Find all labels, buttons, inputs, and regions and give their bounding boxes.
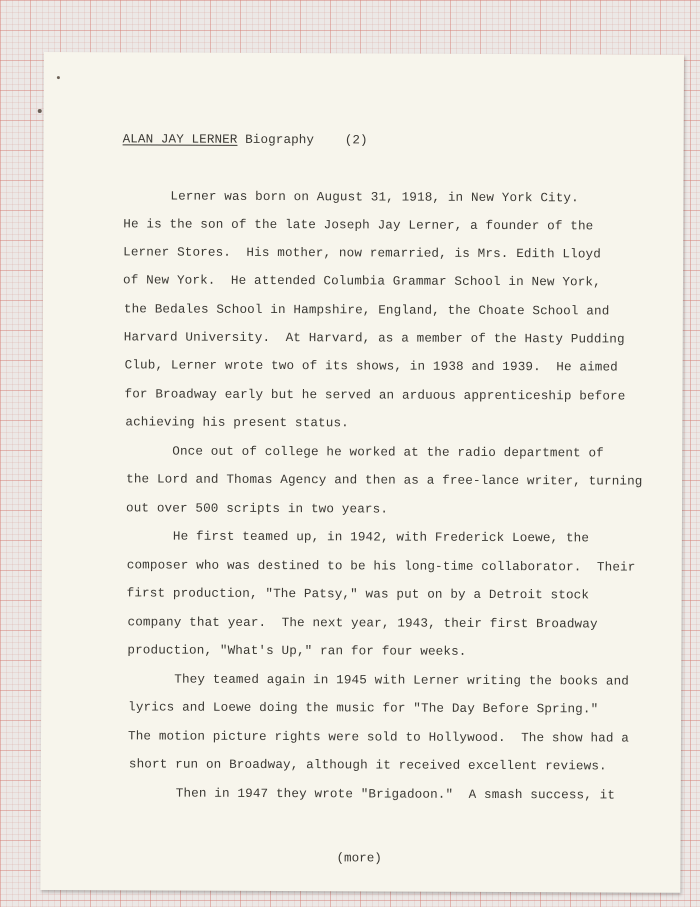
body-line: achieving his present status. (125, 415, 349, 431)
body-line: He first teamed up, in 1942, with Frederick Loewe, the (172, 529, 590, 546)
body-line: Club, Lerner wrote two of its shows, in 1938 and 1939. He aimed (124, 358, 618, 375)
paper-speck (57, 76, 60, 79)
body-line: Once out of college he worked at the radio department of (172, 444, 604, 461)
body-line: first production, "The Patsy," was put on by a Detroit stock (126, 586, 590, 603)
body-line: Then in 1947 they wrote "Brigadoon." A smash success, it (175, 786, 616, 803)
body-line: They teamed again in 1945 with Lerner writing the books and (174, 672, 630, 689)
body-line: short run on Broadway, although it received excellent reviews. (128, 757, 607, 774)
body-line: The motion picture rights were sold to Hollywood. The show had a (127, 729, 630, 746)
body-line: He is the son of the late Joseph Jay Lerner, a founder of the (123, 217, 594, 234)
body-line: for Broadway early but he served an arduous apprenticeship before (124, 387, 626, 404)
paper-speck (38, 109, 42, 113)
body-line: lyrics and Loewe doing the music for "The Day Before Spring." (128, 700, 599, 717)
body-line: out over 500 scripts in two years. (125, 501, 389, 517)
heading-name: ALAN JAY LERNER (122, 132, 238, 147)
document-page (40, 52, 684, 893)
document-heading (123, 132, 368, 147)
page-number: (2) (344, 133, 368, 148)
body-line: company that year. The next year, 1943, their first Broadway (127, 615, 598, 632)
body-line: of New York. He attended Columbia Grammar School in New York, (122, 273, 601, 290)
continued-marker: (more) (336, 851, 382, 866)
body-line: Harvard University. At Harvard, as a member of the Hasty Pudding (123, 330, 625, 347)
body-line: Lerner Stores. His mother, now remarried, is Mrs. Edith Lloyd (123, 245, 602, 262)
heading-label: Biography (245, 132, 315, 148)
body-line: Lerner was born on August 31, 1918, in New York City. (170, 189, 579, 206)
body-line: production, "What's Up," ran for four weeks. (127, 643, 467, 659)
body-line: composer who was destined to be his long-time collaborator. Their (126, 558, 636, 575)
body-line: the Bedales School in Hampshire, England, the Choate School and (123, 302, 610, 319)
body-line: the Lord and Thomas Agency and then as a free-lance writer, turning (126, 472, 643, 489)
